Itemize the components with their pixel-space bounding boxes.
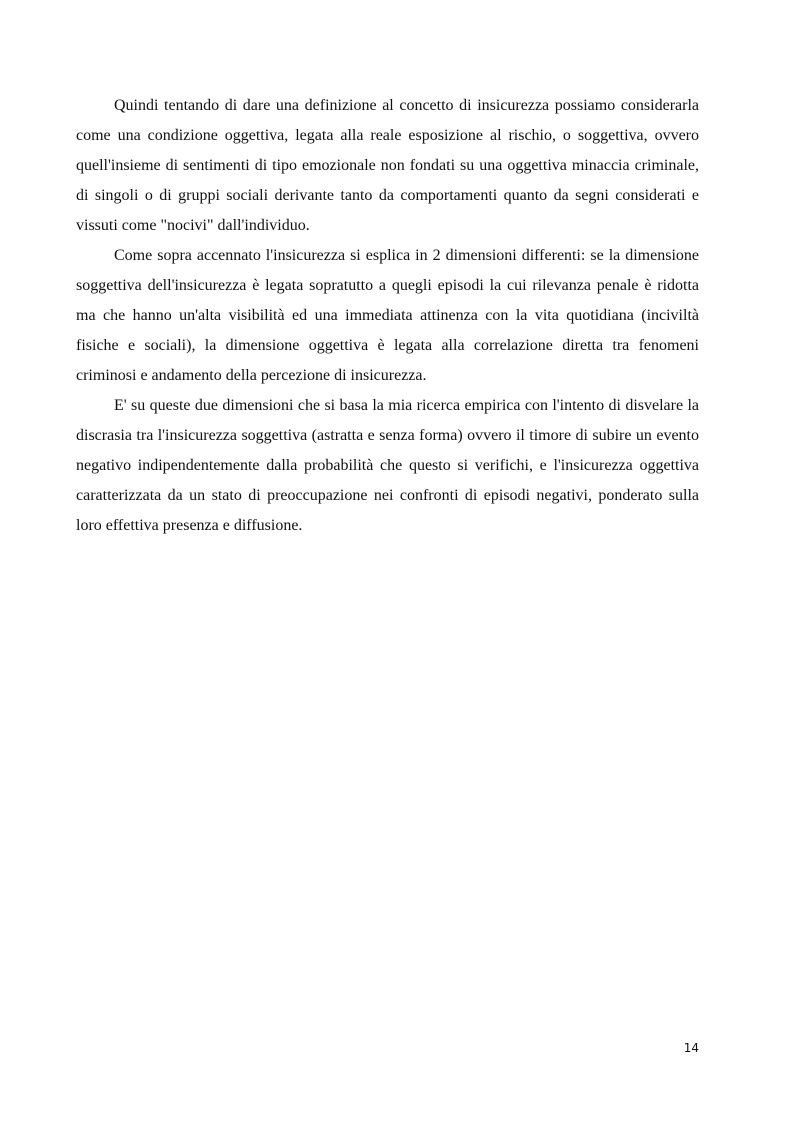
body-text	[76, 91, 699, 541]
paragraph-3: E' su queste due dimensioni che si basa la mia ricerca empirica con l'intento di disvelare la discrasia tra l'insicurezza soggettiva (astratta e senza forma) ovvero il timore di subire un evento negativo indipendentemente dalla probabilità che questo si verifichi, e l'insicurezza oggettiva caratterizzata da un stato di preoccupazione nei confronti di episodi negativi, ponderato sulla loro effettiva presenza e diffusione.	[76, 397, 699, 534]
paragraph-1: Quindi tentando di dare una definizione al concetto di insicurezza possiamo considerarla come una condizione oggettiva, legata alla reale esposizione al rischio, o soggettiva, ovvero quell'insieme di sentimenti di tipo emozionale non fondati su una oggettiva minaccia criminale, di singoli o di gruppi sociali derivante tanto da comportamenti quanto da segni considerati e vissuti come "nocivi" dall'individuo.	[76, 97, 699, 234]
page-number: 14	[683, 1041, 699, 1055]
paragraph-2: Come sopra accennato l'insicurezza si esplica in 2 dimensioni differenti: se la dimensione soggettiva dell'insicurezza è legata sopratutto a quegli episodi la cui rilevanza penale è ridotta ma che hanno un'alta visibilità ed una immediata attinenza con la vita quotidiana (inciviltà fisiche e sociali), la dimensione oggettiva è legata alla correlazione diretta tra fenomeni criminosi e andamento della percezione di insicurezza.	[76, 247, 699, 384]
